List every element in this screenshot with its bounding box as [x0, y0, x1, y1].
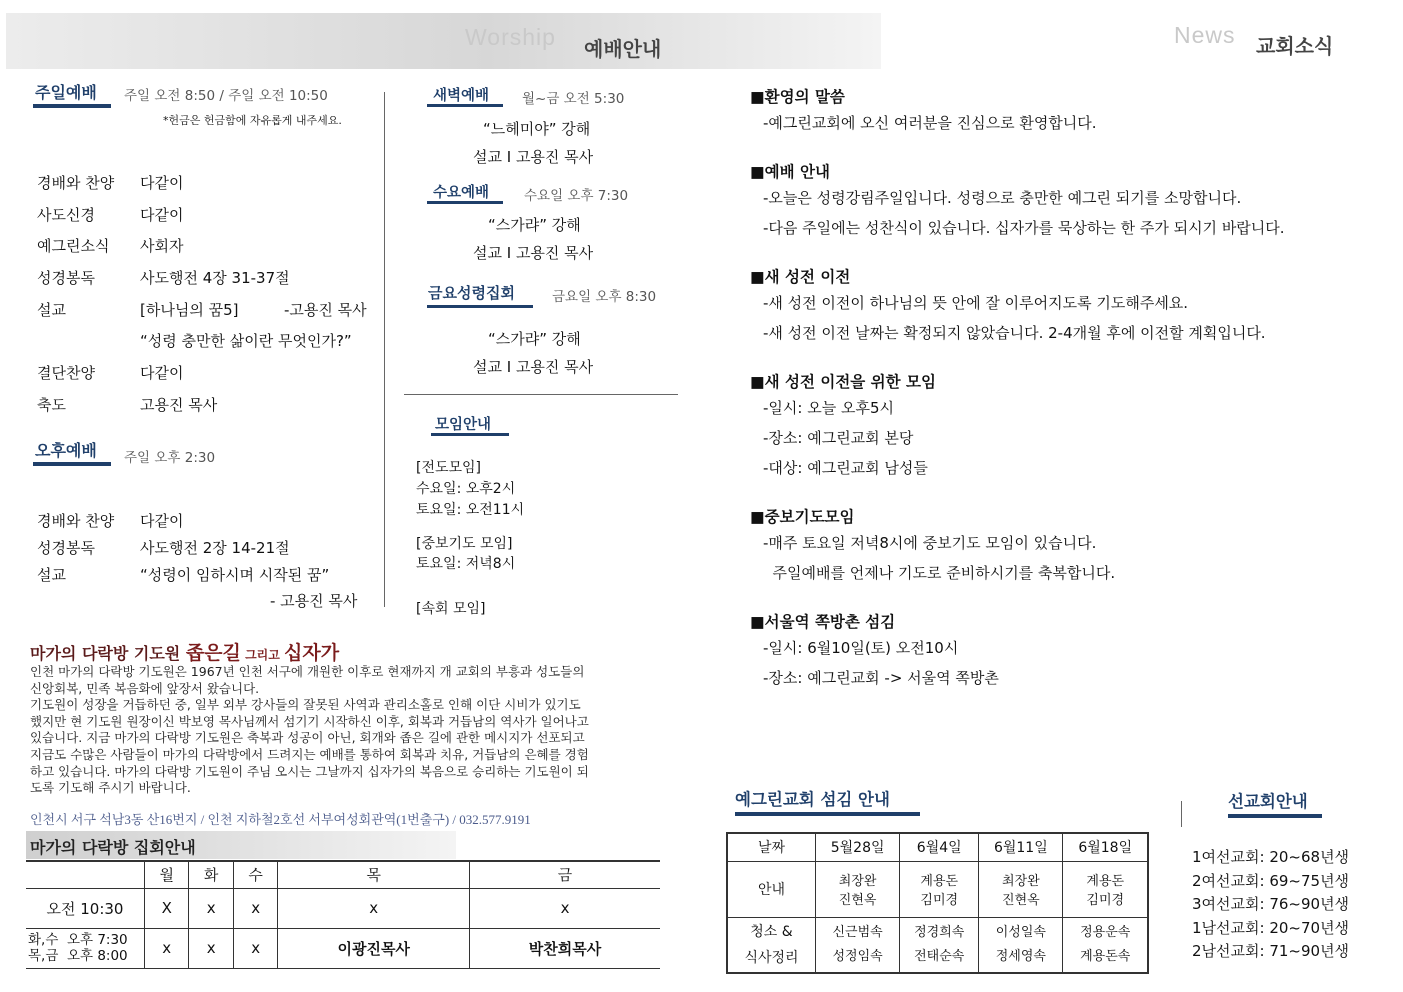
news-line: -예그린교회에 오신 여러분을 진심으로 환영합니다.	[763, 114, 1097, 132]
friday-line2: 설교 I 고용진 목사	[473, 358, 594, 376]
table-cell: X	[145, 888, 189, 928]
meeting-item: 토요일: 오전11시	[416, 502, 525, 518]
news-line: -대상: 예그린교회 남성들	[763, 459, 928, 477]
meeting-item: [중보기도 모임]	[416, 536, 513, 552]
wednesday-underline	[427, 201, 503, 204]
order-label: 성경봉독	[37, 539, 95, 557]
order-label: 성경봉독	[37, 269, 95, 287]
afternoon-title: 오후예배	[35, 441, 97, 460]
table-cell: x	[233, 888, 277, 928]
header-band	[6, 13, 881, 69]
news-heading: ■새 성전 이전을 위한 모임	[750, 373, 936, 391]
section-divider	[404, 394, 678, 395]
table-cell: 이광진목사	[278, 928, 470, 968]
table-cell: 6월18일	[1063, 833, 1148, 861]
server-name: 신근범속	[832, 924, 883, 940]
table-cell: 안내	[727, 861, 816, 917]
order-label: 설교	[37, 566, 66, 584]
news-ko-title: 교회소식	[1256, 34, 1334, 58]
server-name: 전태순속	[914, 948, 965, 964]
mission-item: 2여선교회: 69~75년생	[1192, 871, 1350, 890]
news-line: -새 성전 이전이 하나님의 뜻 안에 잘 이루어지도록 기도해주세요.	[763, 294, 1189, 312]
table-row	[26, 888, 660, 928]
wednesday-line2: 설교 I 고용진 목사	[473, 244, 594, 262]
news-line: -일시: 6월10일(토) 오전10시	[763, 639, 959, 657]
table-cell: 화,수 오후 7:30 목,금 오후 8:00	[26, 928, 145, 968]
order-value: 사도행전 2장 14-21절	[140, 539, 290, 557]
table-cell	[26, 861, 145, 888]
order-value: 다같이	[140, 174, 184, 192]
server-name: 진현옥	[1002, 893, 1040, 908]
magga-line: 하고 있습니다. 마가의 다락방 기도원이 주님 오시는 그날까지 십자가의 복음으로 승리하는 기도원이 되	[30, 763, 589, 779]
table-cell: 월	[145, 861, 189, 888]
service-table	[726, 832, 1149, 974]
order-label: 경배와 찬양	[37, 512, 115, 530]
afternoon-time: 주일 오후 2:30	[124, 450, 216, 466]
table-cell: x	[145, 928, 189, 968]
table-row	[26, 861, 660, 888]
table-cell: x	[189, 928, 233, 968]
friday-line1: “스가랴” 강해	[488, 330, 581, 348]
order-value: 다같이	[140, 512, 184, 530]
table-cell	[979, 917, 1063, 973]
news-heading: ■서울역 쪽방촌 섬김	[750, 613, 896, 631]
dawn-title: 새벽예배	[433, 88, 490, 104]
news-en-title: News	[1174, 22, 1236, 48]
news-line: -다음 주일에는 성찬식이 있습니다. 십자가를 묵상하는 한 주가 되시기 바랍니다.	[763, 219, 1285, 237]
dawn-underline	[427, 104, 503, 107]
news-item	[750, 161, 1380, 266]
server-name: 계용돈	[1086, 874, 1125, 889]
wednesday-time: 수요일 오후 7:30	[524, 188, 629, 204]
order-label: 결단찬양	[37, 364, 95, 382]
news-line: -장소: 예그린교회 본당	[763, 429, 914, 447]
table-row	[727, 917, 1148, 973]
row-label: 청소 &	[750, 923, 793, 940]
worship-en-title: Worship	[465, 24, 556, 50]
server-name: 이성일속	[995, 924, 1046, 940]
table-row	[727, 833, 1148, 861]
news-item	[750, 371, 1380, 506]
magga-title	[30, 638, 339, 665]
news-item	[750, 86, 1380, 161]
server-name: 김미경	[1086, 893, 1125, 908]
table-cell	[900, 861, 979, 917]
magga-line: 기도원이 성장을 거듭하던 중, 일부 외부 강사들의 잘못된 사역과 관리소홀로 인해 이단 시비가 있기도	[30, 697, 581, 713]
news-heading: ■예배 안내	[750, 163, 830, 181]
order-value: [하나님의 꿈5]	[140, 301, 239, 319]
magga-address: 인천시 서구 석남3동 산16번지 / 인천 지하철2호선 서부여성회관역(1번출구) / 032.577.9191	[30, 812, 531, 827]
table-cell	[900, 917, 979, 973]
sunday-underline	[33, 104, 111, 108]
column-divider	[384, 92, 385, 607]
gathering-title: 마가의 다락방 집회안내	[30, 838, 196, 857]
mission-item: 3여선교회: 76~90년생	[1192, 895, 1350, 913]
mission-divider	[1181, 801, 1182, 827]
mission-title: 선교회안내	[1228, 792, 1308, 811]
table-cell: 목	[278, 861, 470, 888]
table-cell: x	[189, 888, 233, 928]
news-line: -오늘은 성령강림주일입니다. 성령으로 충만한 예그린 되기를 소망합니다.	[763, 189, 1242, 207]
dawn-line2: 설교 I 고용진 목사	[473, 148, 594, 166]
table-cell	[1063, 917, 1148, 973]
magga-line: 신앙회복, 민족 복음화에 앞장서 왔습니다.	[30, 680, 260, 696]
table-cell: 금	[470, 861, 660, 888]
magga-title-part: 그리고	[240, 648, 285, 662]
order-label: 예그린소식	[37, 237, 110, 255]
friday-underline	[427, 305, 533, 308]
order-value: 다같이	[140, 364, 184, 382]
order-value: “성령 충만한 삶이란 무엇인가?”	[140, 332, 352, 350]
table-cell: 화	[189, 861, 233, 888]
table-cell: x	[470, 888, 660, 928]
server-name: 최장완	[1002, 874, 1040, 889]
row-label: 식사정리	[744, 949, 799, 966]
mission-underline	[1228, 814, 1322, 818]
gathering-table	[26, 860, 660, 969]
table-cell: 오전 10:30	[26, 888, 145, 928]
news-line: 주일예배를 언제나 기도로 준비하시기를 축복합니다.	[763, 564, 1116, 582]
news-list	[750, 86, 1380, 701]
table-cell	[1063, 861, 1148, 917]
friday-title: 금요성령집회	[428, 284, 515, 302]
meeting-item: [전도모임]	[416, 460, 482, 476]
magga-line: 했지만 현 기도원 원장이신 박보영 목사님께서 섬기기 시작하신 이후, 회복과 거듭남의 역사가 일어나고	[30, 713, 589, 729]
magga-body	[30, 664, 680, 797]
table-cell: 박찬희목사	[470, 928, 660, 968]
order-label: 설교	[37, 301, 66, 319]
news-line: -새 성전 이전 날짜는 확정되지 않았습니다. 2-4개월 후에 이전할 계획입니다.	[763, 324, 1266, 342]
order-preacher: -고용진 목사	[284, 301, 367, 319]
mission-item: 1남선교회: 20~70년생	[1192, 918, 1350, 937]
order-value: 다같이	[140, 206, 184, 224]
friday-time: 금요일 오후 8:30	[552, 289, 657, 305]
table-cell: 6월4일	[900, 833, 979, 861]
sunday-title: 주일예배	[35, 83, 97, 102]
magga-title-part: 좁은길	[185, 643, 241, 664]
table-cell: x	[278, 888, 470, 928]
news-heading: ■중보기도모임	[750, 508, 855, 526]
sunday-note: *헌금은 헌금함에 자유롭게 내주세요.	[163, 114, 342, 127]
server-name: 최장완	[838, 874, 877, 889]
table-cell	[816, 917, 900, 973]
magga-line: 도록 기도해 주시기 바랍니다.	[30, 780, 191, 796]
mission-list	[1192, 846, 1349, 964]
meeting-item: 수요일: 오후2시	[416, 481, 516, 497]
meeting-item: [속회 모임]	[416, 601, 486, 617]
order-label: 축도	[37, 396, 66, 414]
table-cell: 5월28일	[816, 833, 900, 861]
table-cell	[727, 917, 816, 973]
table-row	[727, 861, 1148, 917]
server-name: 정세영속	[995, 948, 1046, 964]
meetings-underline	[431, 433, 509, 436]
table-cell: 6월11일	[979, 833, 1063, 861]
news-item	[750, 266, 1380, 371]
news-line: -일시: 오늘 오후5시	[763, 399, 894, 417]
news-item	[750, 611, 1380, 701]
afternoon-underline	[33, 462, 111, 466]
sunday-time: 주일 오전 8:50 / 주일 오전 10:50	[124, 88, 328, 104]
news-heading: ■환영의 말씀	[750, 88, 845, 106]
server-name: 진현옥	[838, 893, 877, 908]
order-label: 사도신경	[37, 206, 95, 224]
dawn-time: 월~금 오전 5:30	[522, 91, 625, 107]
mission-item: 2남선교회: 71~90년생	[1192, 942, 1350, 960]
worship-ko-title: 예배안내	[584, 37, 662, 61]
wednesday-line1: “스가랴” 강해	[488, 216, 581, 234]
news-line: -매주 토요일 저녁8시에 중보기도 모임이 있습니다.	[763, 534, 1097, 552]
table-cell: 수	[233, 861, 277, 888]
magga-title-part: 십자가	[284, 643, 340, 664]
meeting-item: 토요일: 저녁8시	[416, 556, 516, 572]
server-name: 계용돈속	[1080, 948, 1131, 964]
server-name: 김미경	[920, 893, 959, 908]
table-row	[26, 928, 660, 968]
server-name: 정용운속	[1080, 924, 1131, 940]
table-cell	[979, 861, 1063, 917]
order-label: 경배와 찬양	[37, 174, 115, 192]
order-value: 고용진 목사	[140, 396, 218, 414]
server-name: 성정임속	[832, 948, 883, 964]
table-cell: x	[233, 928, 277, 968]
table-cell	[816, 861, 900, 917]
wednesday-title: 수요예배	[433, 185, 490, 201]
meetings-title: 모임안내	[435, 417, 492, 433]
order-preacher: - 고용진 목사	[270, 592, 358, 610]
server-name: 계용돈	[920, 874, 959, 889]
server-name: 정경희속	[914, 924, 965, 940]
magga-title-part: 마가의 다락방 기도원	[30, 644, 186, 663]
table-cell: 날짜	[727, 833, 816, 861]
service-underline	[735, 812, 920, 816]
order-value: “성령이 임하시며 시작된 꿈”	[140, 566, 330, 584]
order-value: 사회자	[140, 237, 184, 255]
magga-line: 있습니다. 지금 마가의 다락방 기도원은 축복과 성공이 아닌, 회개와 좁은 길에 관한 메시지가 선포되고	[30, 730, 585, 746]
magga-line: 인천 마가의 다락방 기도원은 1967년 인천 서구에 개원한 이후로 현재까지 개 교회의 부흥과 성도들의	[30, 664, 585, 679]
news-line: -장소: 예그린교회 -> 서울역 쪽방촌	[763, 669, 999, 687]
order-value: 사도행전 4장 31-37절	[140, 269, 290, 287]
service-title: 예그린교회 섬김 안내	[735, 790, 890, 809]
mission-item: 1여선교회: 20~68년생	[1192, 848, 1350, 866]
news-heading: ■새 성전 이전	[750, 268, 851, 286]
magga-line: 지금도 수많은 사람들이 마가의 다락방에서 드려지는 예배를 통하여 회복과 치유, 거듭남의 은혜를 경험	[30, 746, 589, 762]
news-item	[750, 506, 1380, 611]
dawn-line1: “느헤미야” 강해	[483, 120, 591, 138]
